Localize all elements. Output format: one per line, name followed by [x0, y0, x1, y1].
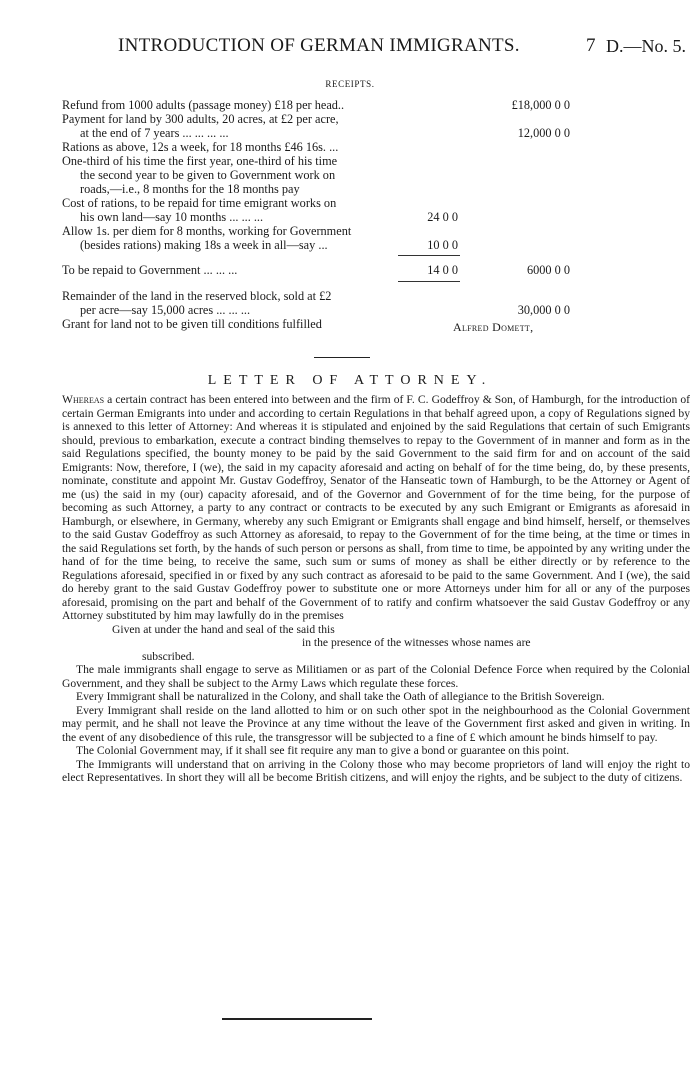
given-at-line: Given at under the hand and seal of the said this	[112, 622, 335, 636]
reside-paragraph: Every Immigrant shall reside on the land allotted to him or on such other spot in the neighbourhood as the Colonial Government may permit, and he shall not leave the Province at any time without the leave of the Government first asked and given in writing. In the event of any disobedience of this rule, the transgressor will be subjected to a fine of £ which amount he binds himself to pay.	[62, 703, 690, 744]
letter-title: LETTER OF ATTORNEY.	[207, 373, 493, 388]
receipt-line: (besides rations) making 18s a week in all—say ...	[80, 238, 328, 252]
receipts-heading: RECEIPTS.	[325, 79, 375, 89]
receipt-line: Allow 1s. per diem for 8 months, working for Government	[62, 224, 352, 238]
amount-allowance: 10 0 0	[427, 238, 458, 252]
letter-paragraph: a certain contract has been entered into between and the firm of F. C. Godeffroy & Son, of Hamburgh, for the introduction of certain German Emigrants into under and according to certain Regulations in that behalf agreed upon, a copy of Regulations signed by is annexed to this letter of Attorney: And whereas it is stipulated and enjoined by the said Regulations that certain of such Emigrants should, previous to embarkation, execute a contract binding themselves to repay to the Government of in manner and form as in the said Regulations specified, the bounty money to be paid by the said Government to the said firm for and on account of the said Emigrants: Now, therefore, I (we), the said in my capacity aforesaid and acting on behalf of for the time being, do, by these presents, nominate, constitute and appoint Mr. Gustav Godeffroy, Senator of the Hanseatic town of Hamburgh, to be the Attorney or Agent of me (us) the said in my (our) capacity aforesaid, and of the Governor and Government of for the time being, for the purpose of becoming as such Attorney, a party to any contract or contracts to be executed by any such Emigrant or Emigrants as aforesaid in Hamburgh, or elsewhere, in Germany, whereby any such Emigrant or Emigrants shall engage and bind himself, herself, or themselves to the said Gustav Godeffroy as such Attorney as aforesaid, to repay to the Government of for the time being, at the time or times in the said Regulations set forth, by the hands of such person or persons as shall, from time to time, be appointed by any writing under the hand of for the time being, to receive the same, such sum or sums of money as shall be either directly or by reference to the Regulations aforesaid, specified in or fixed by any such contract as aforesaid to be paid to the same Government. And I (we), the said do hereby grant to the said Gustav Godeffroy power to substitute one or more Attorneys under him for all or any of the purposes aforesaid, promising on the part and behalf of the Government of to ratify and confirm whatsoever the said Gustav Godeffroy or any Attorney substituted by him may lawfully do in the premises	[62, 393, 690, 622]
signature-domett: Alfred Domett,	[453, 320, 534, 334]
receipt-line: Cost of rations, to be repaid for time emigrant works on	[62, 196, 337, 210]
receipt-line: Remainder of the land in the reserved block, sold at £2	[62, 289, 332, 303]
footer-rule	[222, 1018, 372, 1020]
receipt-line: Grant for land not to be given till conditions fulfilled	[62, 317, 322, 331]
amount-repaid-total: 6000 0 0	[526, 263, 570, 277]
subscribed-line: subscribed.	[142, 649, 195, 663]
amount-land-payment: 12,000 0 0	[517, 126, 570, 140]
page-number: 7	[586, 35, 596, 56]
bond-paragraph: The Colonial Government may, if it shall see fit require any man to give a bond or guarantee on this point.	[76, 744, 570, 757]
receipt-line: the second year to be given to Government work on	[80, 168, 336, 182]
amount-refund: £18,000 0 0	[511, 98, 570, 112]
amount-cost-rations: 24 0 0	[427, 210, 458, 224]
receipt-line: Payment for land by 300 adults, 20 acres, at £2 per acre,	[62, 112, 339, 126]
receipt-line: roads,—i.e., 8 months for the 18 months pay	[80, 182, 300, 196]
section-divider	[314, 357, 370, 358]
amount-repaid-each: 14 0 0	[427, 263, 458, 277]
rights-paragraph: The Immigrants will understand that on arriving in the Colony those who may become proprietors of land will enjoy the right to elect Representatives. In short they will all be become British citizens, and will enjoy the rights, and be subject to the duty of citizens.	[62, 757, 690, 784]
page-header	[0, 35, 700, 59]
receipt-line: his own land—say 10 months ... ... ...	[80, 210, 264, 224]
receipt-line: Refund from 1000 adults (passage money) £18 per head..	[62, 98, 345, 112]
receipt-line: Rations as above, 12s a week, for 18 months £46 16s. ...	[62, 140, 339, 154]
amount-remainder: 30,000 0 0	[517, 303, 570, 317]
document-reference: D.—No. 5.	[606, 36, 686, 56]
militia-paragraph: The male immigrants shall engage to serve as Militiamen or as part of the Colonial Defence Force when required by the Colonial Government, and they shall be subject to the Army Laws which regulate these forces.	[62, 663, 690, 690]
receipt-line: per acre—say 15,000 acres ... ... ...	[80, 303, 251, 317]
receipt-line: at the end of 7 years ... ... ... ...	[80, 126, 229, 140]
receipt-line: To be repaid to Government ... ... ...	[62, 263, 238, 277]
naturalized-paragraph: Every Immigrant shall be naturalized in the Colony, and shall take the Oath of allegiance to the British Sovereign.	[76, 690, 605, 703]
running-title: INTRODUCTION OF GERMAN IMMIGRANTS.	[118, 35, 520, 56]
sum-rule	[398, 255, 460, 256]
receipt-line: One-third of his time the first year, one-third of his time	[62, 154, 338, 168]
sum-rule	[398, 281, 460, 282]
witness-line: in the presence of the witnesses whose names are	[302, 636, 531, 649]
letter-body	[62, 393, 690, 785]
whereas-lead: Whereas	[62, 393, 105, 406]
